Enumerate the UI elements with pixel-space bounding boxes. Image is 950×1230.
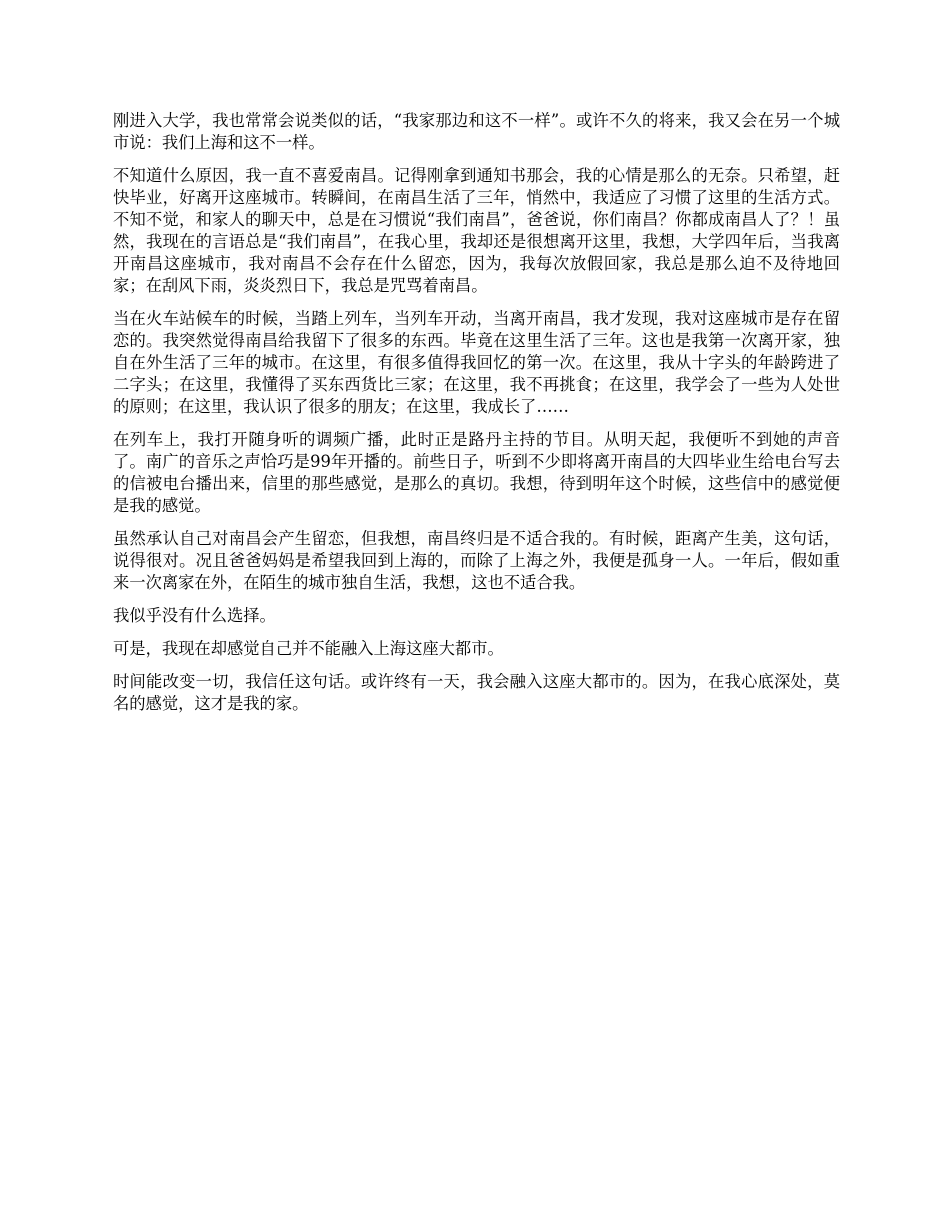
paragraph-8: 时间能改变一切，我信任这句话。或许终有一天，我会融入这座大都市的。因为，在我心底深处，莫名的感觉，这才是我的家。: [113, 672, 840, 713]
paragraph-3: 当在火车站候车的时候，当踏上列车，当列车开动，当离开南昌，我才发现，我对这座城市是存在留恋的。我突然觉得南昌给我留下了很多的东西。毕竟在这里生活了三年。这也是我第一次离开家，独自在外生活了三年的城市。在这里，有很多值得我回忆的第一次。在这里，我从十字头的年龄跨进了二字头；在这里，我懂得了买东西货比三家；在这里，我不再挑食；在这里，我学会了一些为人处世的原则；在这里，我认识了很多的朋友；在这里，我成长了……: [113, 309, 840, 416]
paragraph-5: 虽然承认自己对南昌会产生留恋，但我想，南昌终归是不适合我的。有时候，距离产生美，这句话，说得很对。况且爸爸妈妈是希望我回到上海的，而除了上海之外，我便是孤身一人。一年后，假如重来一次离家在外，在陌生的城市独自生活，我想，这也不适合我。: [113, 529, 840, 592]
paragraph-6: 我似乎没有什么选择。: [113, 606, 276, 625]
paragraph-2: 不知道什么原因，我一直不喜爱南昌。记得刚拿到通知书那会，我的心情是那么的无奈。只希望，赶快毕业，好离开这座城市。转瞬间，在南昌生活了三年，悄然中，我适应了习惯了这里的生活方式。不知不觉，和家人的聊天中，总是在习惯说“我们南昌”，爸爸说，你们南昌？你都成南昌人了？！虽然，我现在的言语总是“我们南昌”，在我心里，我却还是很想离开这里，我想，大学四年后，当我离开南昌这座城市，我对南昌不会存在什么留恋，因为，我每次放假回家，我总是那么迫不及待地回家；在刮风下雨，炎炎烈日下，我总是咒骂着南昌。: [113, 166, 840, 295]
paragraph-4: 在列车上，我打开随身听的调频广播，此时正是路丹主持的节目。从明天起，我便听不到她的声音了。南广的音乐之声恰巧是99年开播的。前些日子，听到不少即将离开南昌的大四毕业生给电台写去的信被电台播出来，信里的那些感觉，是那么的真切。我想，待到明年这个时候，这些信中的感觉便是我的感觉。: [113, 430, 840, 515]
document-body: [113, 110, 840, 726]
paragraph-1: 刚进入大学，我也常常会说类似的话，“我家那边和这不一样”。或许不久的将来，我又会在另一个城市说：我们上海和这不一样。: [113, 111, 840, 152]
paragraph-7: 可是，我现在却感觉自己并不能融入上海这座大都市。: [113, 639, 504, 658]
